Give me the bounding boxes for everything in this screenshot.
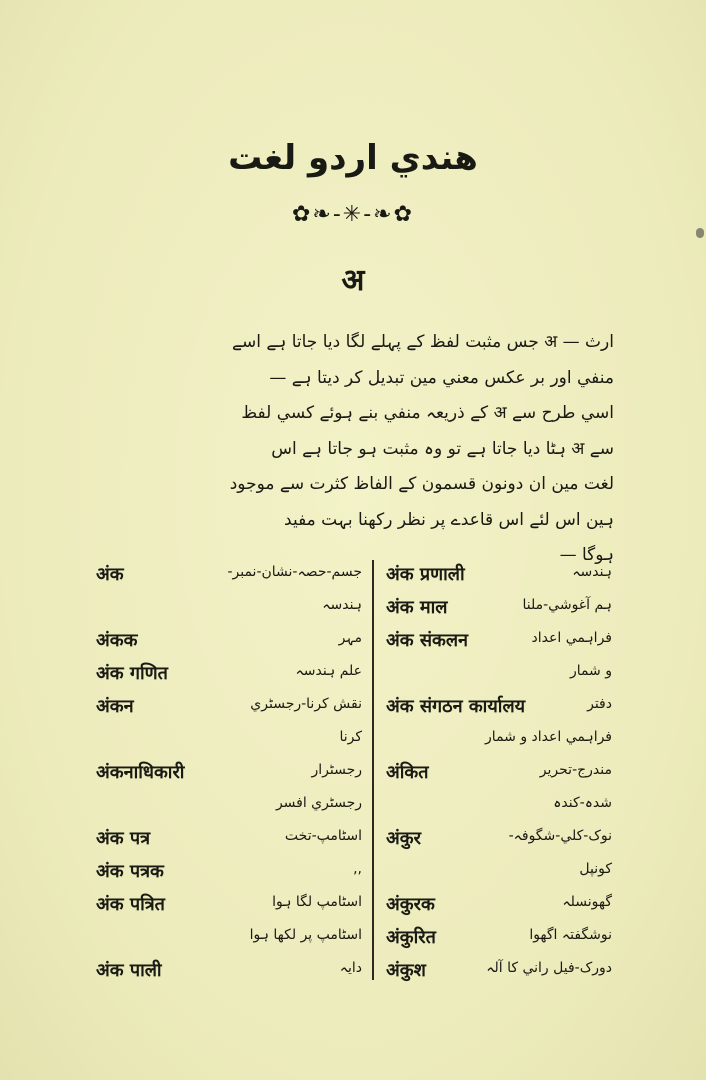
definition: فراہمي اعداد <box>531 630 612 646</box>
definition: رجسٹري افسر <box>275 795 362 811</box>
entry-row <box>90 758 616 791</box>
definition: ہندسہ <box>322 597 362 613</box>
entry-left <box>90 659 366 692</box>
headword: अंकक <box>96 630 138 651</box>
definition: و شمار <box>569 663 612 679</box>
entry-row <box>90 857 616 890</box>
entry-left <box>90 560 366 593</box>
entry-row <box>90 593 616 626</box>
entry-row <box>90 725 616 758</box>
headword: अंक प्रणाली <box>386 564 465 585</box>
entry-right <box>380 791 616 824</box>
entry-row <box>90 923 616 956</box>
entry-left <box>90 791 366 824</box>
title-ornament: ✿❧-✳-❧✿ <box>291 202 415 227</box>
headword: अंकुश <box>386 960 426 981</box>
headword: अंक संगठन कार्यालय <box>386 696 526 717</box>
definition: نوک-کلي-شگوفہ- <box>508 828 612 844</box>
definition: کرنا <box>339 729 362 745</box>
intro-line: ہين اس لئے اس قاعدے پر نظر رکھنا بہت مفيد <box>284 509 614 530</box>
intro-line: اسي طرح سے अ کے ذريعہ منفي بنے ہوئے کسي لفظ <box>241 403 614 423</box>
headword: अंक संकलन <box>386 630 469 651</box>
definition: جسم-حصہ-نشان-نمبر- <box>227 564 362 580</box>
definition: اسٹامپ پر لکھا ہوا <box>249 927 362 943</box>
headword: अंकुर <box>386 828 421 849</box>
headword: अंक पत्रक <box>96 861 164 882</box>
entry-right <box>380 725 616 758</box>
definition: دفتر <box>587 696 612 712</box>
headword: अंकित <box>386 762 429 783</box>
intro-paragraph <box>92 325 614 574</box>
page-title: هندي اردو لغت <box>228 138 478 178</box>
headword: अंकुरित <box>386 927 436 948</box>
entry-left <box>90 824 366 857</box>
entry-left <box>90 857 366 890</box>
definition: دايہ <box>339 960 362 976</box>
entry-right <box>380 593 616 626</box>
definition: شدہ-کندہ <box>553 795 612 811</box>
ink-speck <box>696 228 704 238</box>
entry-left <box>90 956 366 989</box>
entry-row <box>90 659 616 692</box>
headword: अंकुरक <box>386 894 435 915</box>
definition: فراہمي اعداد و شمار <box>485 729 612 745</box>
entry-row <box>90 626 616 659</box>
entry-right <box>380 659 616 692</box>
entry-right <box>380 857 616 890</box>
entry-row <box>90 692 616 725</box>
entry-row <box>90 560 616 593</box>
definition: علم ہندسہ <box>295 663 362 679</box>
definition: مہر <box>338 630 362 646</box>
entry-left <box>90 890 366 923</box>
entries-table <box>90 560 616 989</box>
entry-row <box>90 824 616 857</box>
section-letter: अ <box>341 263 365 298</box>
headword: अंक पत्रित <box>96 894 165 915</box>
headword: अंक गणित <box>96 663 168 684</box>
entry-row <box>90 791 616 824</box>
headword: अंक पत्र <box>96 828 151 849</box>
definition: نوشگفتہ اگھوا <box>529 927 612 943</box>
definition: نقش کرنا-رجسٹري <box>250 696 362 712</box>
definition: اسٹامپ-تخت <box>284 828 362 844</box>
entry-row <box>90 956 616 989</box>
definition: مندرج-تحرير <box>539 762 612 778</box>
entry-right <box>380 956 616 989</box>
definition: ہندسہ <box>572 564 612 580</box>
entry-left <box>90 758 366 791</box>
entry-left <box>90 923 366 956</box>
definition: ,, <box>353 861 362 877</box>
entry-right <box>380 824 616 857</box>
entry-left <box>90 626 366 659</box>
definition: دورک-فيل راني کا آلہ <box>486 960 612 976</box>
entry-row <box>90 890 616 923</box>
intro-line: منفي اور بر عکس معني مين تبديل کر ديتا ہے — <box>269 367 614 388</box>
definition: گھونسلہ <box>562 894 612 910</box>
entry-left <box>90 692 366 725</box>
definition: اسٹامپ لگا ہوا <box>272 894 362 910</box>
intro-line: ارث — अ جس مثبت لفظ کے پہلے لگا دیا جاتا ہے اسے <box>232 332 614 352</box>
entry-right <box>380 626 616 659</box>
headword: अंक <box>96 564 124 585</box>
definition: کونپل <box>579 861 612 877</box>
definition: ہم آغوشي-ملنا <box>522 597 612 613</box>
headword: अंक माल <box>386 597 448 618</box>
entry-right <box>380 890 616 923</box>
headword: अंकन <box>96 696 134 717</box>
entry-left <box>90 725 366 758</box>
intro-line: سے अ ہٹا ديا جاتا ہے تو وہ مثبت ہو جاتا ہے اس <box>271 438 614 459</box>
entry-left <box>90 593 366 626</box>
definition: رجسٹرار <box>311 762 362 778</box>
entry-right <box>380 758 616 791</box>
intro-line: لغت مين ان دونون قسمون کے الفاظ کثرت سے موجود <box>229 474 614 494</box>
headword: अंक पाली <box>96 960 162 981</box>
intro-line: ہوگا — <box>559 545 614 565</box>
entry-right <box>380 923 616 956</box>
entry-right <box>380 692 616 725</box>
entry-right <box>380 560 616 593</box>
headword: अंकनाधिकारी <box>96 762 185 783</box>
